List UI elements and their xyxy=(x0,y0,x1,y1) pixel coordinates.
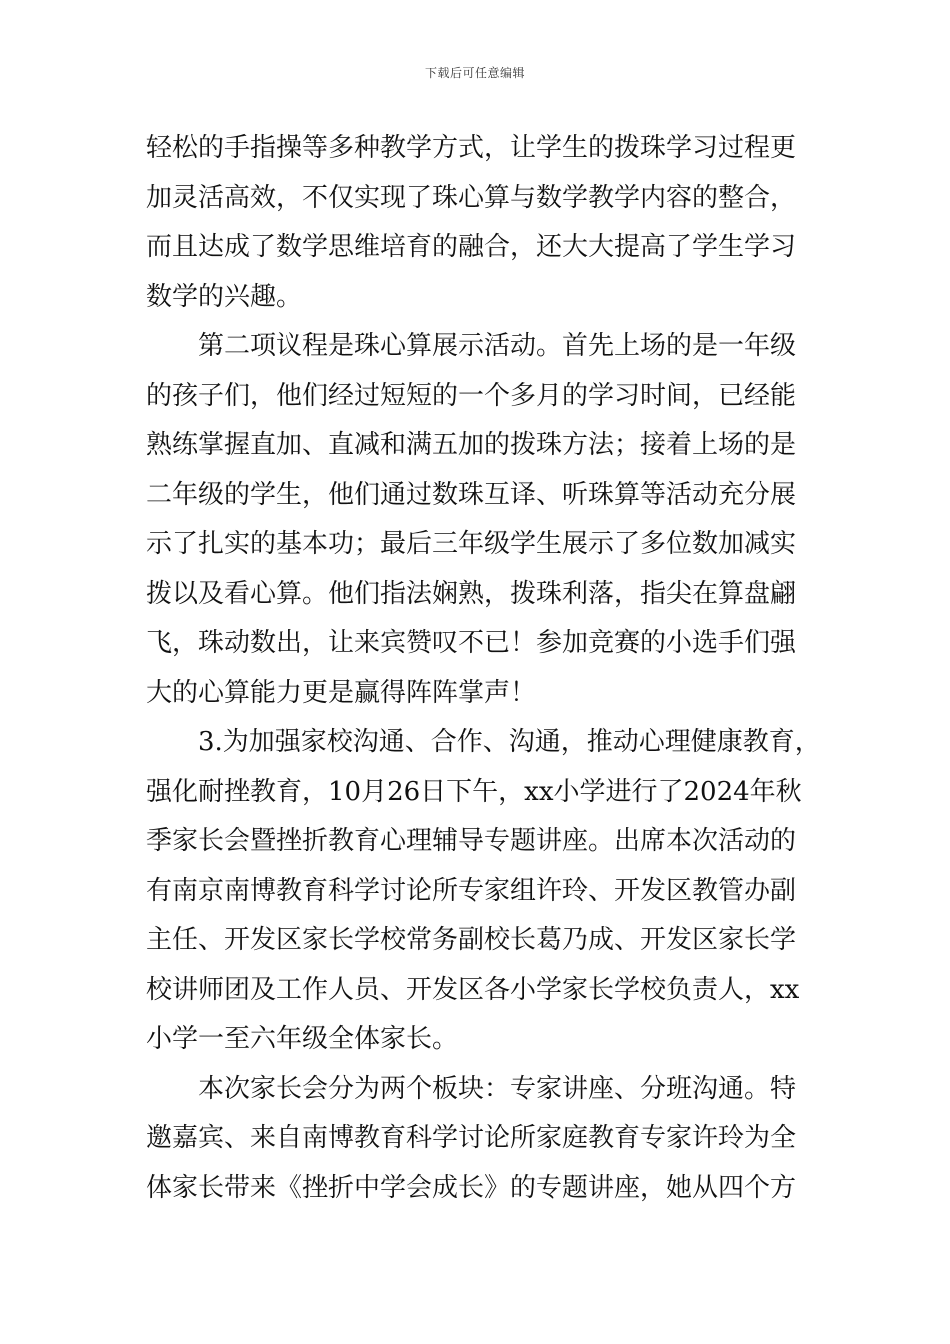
text-line: 第二项议程是珠心算展示活动。首先上场的是一年级 xyxy=(146,331,797,361)
text-line: 轻松的手指操等多种教学方式，让学生的拨珠学习过程更 xyxy=(146,133,797,163)
text-line: 主任、开发区家长学校常务副校长葛乃成、开发区家长学 xyxy=(146,925,797,955)
text-line: 示了扎实的基本功；最后三年级学生展示了多位数加减实 xyxy=(146,529,797,559)
text-line: 飞，珠动数出，让来宾赞叹不已！参加竞赛的小选手们强 xyxy=(146,628,797,658)
text-line: 季家长会暨挫折教育心理辅导专题讲座。出席本次活动的 xyxy=(146,826,797,856)
text-line: 数学的兴趣。 xyxy=(146,281,303,312)
text-line: 熟练掌握直加、直减和满五加的拨珠方法；接着上场的是 xyxy=(146,430,797,460)
text-line: 二年级的学生，他们通过数珠互译、听珠算等活动充分展 xyxy=(146,479,797,510)
text-line: 的孩子们，他们经过短短的一个多月的学习时间，已经能 xyxy=(146,380,797,411)
text-line: 有南京南博教育科学讨论所专家组许玲、开发区教管办副 xyxy=(146,875,797,906)
text-line: 拨以及看心算。他们指法娴熟，拨珠利落，指尖在算盘翩 xyxy=(146,578,797,609)
header-note: 下载后可任意编辑 xyxy=(424,66,525,80)
text-line: 3.为加强家校沟通、合作、沟通，推动心理健康教育， xyxy=(146,727,821,757)
text-line: 小学一至六年级全体家长。 xyxy=(146,1024,459,1054)
text-line: 校讲师团及工作人员、开发区各小学家长学校负责人，xx xyxy=(146,974,800,1005)
text-line: 加灵活高效，不仅实现了珠心算与数学教学内容的整合， xyxy=(146,182,797,213)
text-line: 体家长带来《挫折中学会成长》的专题讲座，她从四个方 xyxy=(146,1172,797,1203)
text-line: 强化耐挫教育，10月26日下午，xx小学进行了2024年秋 xyxy=(146,776,802,807)
body-text xyxy=(146,124,821,1213)
text-line: 邀嘉宾、来自南博教育科学讨论所家庭教育专家许玲为全 xyxy=(146,1123,797,1153)
text-line: 本次家长会分为两个板块：专家讲座、分班沟通。特 xyxy=(146,1073,797,1104)
text-line: 大的心算能力更是赢得阵阵掌声！ xyxy=(146,677,537,708)
text-line: 而且达成了数学思维培育的融合，还大大提高了学生学习 xyxy=(146,232,797,262)
